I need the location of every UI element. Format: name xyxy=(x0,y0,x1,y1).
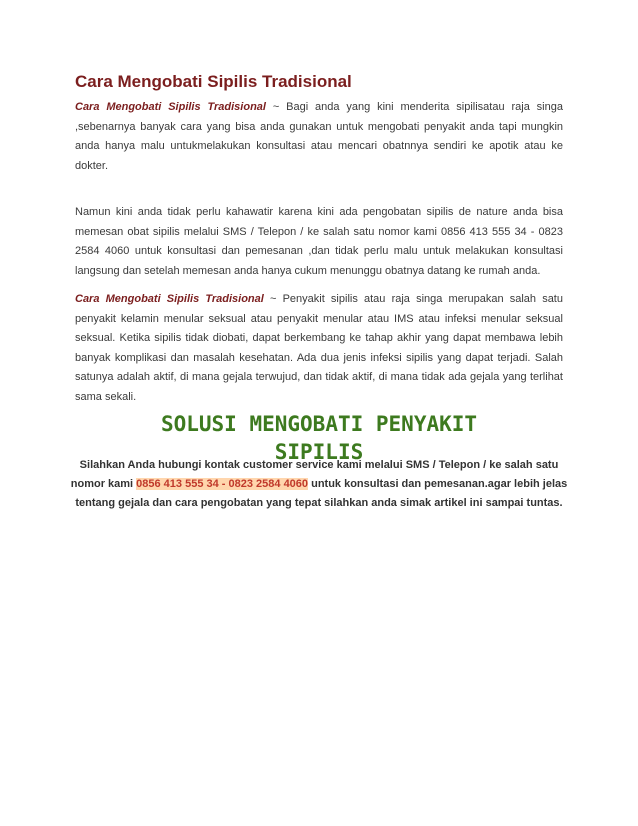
paragraph-text: ~ Penyakit sipilis atau raja singa merupakan salah satu penyakit kelamin menular seksual atau penyakit menular atau IMS atau infeksi menular seksual seksual. Ketika sipilis tidak diobati, dapat berkembang ke tahap akhir yang dapat membawa lebih banyak komplikasi dan masalah kesehatan. Ada dua jenis infeksi sipilis yang dapat terjadi. Salah satunya adalah aktif, di mana gejala terwujud, dan tidak aktif, di mana tidak ada gejala yang terlihat sama sekali. xyxy=(75,293,563,403)
keyword-link[interactable]: Cara Mengobati Sipilis Tradisional xyxy=(75,101,266,113)
intro-paragraph xyxy=(75,98,563,176)
contact-text-before: Silahkan Anda hubungi kontak customer service kami melalui SMS / Telepon / ke salah satu nomor kami xyxy=(70,459,559,490)
phone-number[interactable]: 0856 413 555 34 - 0823 2584 4060 xyxy=(136,478,309,490)
disease-paragraph xyxy=(75,290,563,407)
page-title: Cara Mengobati Sipilis Tradisional xyxy=(75,72,352,91)
contact-paragraph xyxy=(65,456,573,513)
paragraph-text: ~ Bagi anda yang kini menderita sipilisatau raja singa ,sebenarnya banyak cara yang bisa anda gunakan untuk mengobati penyakit anda tapi mungkin anda hanya malu untukmelakukan konsultasi atau mencari obatnnya sendiri ke apotik atau ke dokter. xyxy=(75,101,563,172)
solution-heading-line2: SIPILIS xyxy=(274,440,364,464)
solution-heading-line1: SOLUSI MENGOBATI PENYAKIT xyxy=(160,412,478,436)
paragraph-text: Namun kini anda tidak perlu kahawatir karena kini ada pengobatan sipilis de nature anda bisa memesan obat sipilis melalui SMS / Telepon / ke salah satu nomor kami 0856 413 555 34 - 0823 2584 4060 untuk konsultasi dan pemesanan ,dan tidak perlu malu untuk melakukan konsultasi langsung dan setelah memesan anda hanya cukum menunggu obatnya datang ke rumah anda. xyxy=(75,206,563,277)
keyword-link[interactable]: Cara Mengobati Sipilis Tradisional xyxy=(75,293,264,305)
order-paragraph xyxy=(75,203,563,281)
contact-text-after: untuk konsultasi dan pemesanan.agar lebih jelas tentang gejala dan cara pengobatan yang tepat silahkan anda simak artikel ini sampai tuntas. xyxy=(75,478,568,509)
